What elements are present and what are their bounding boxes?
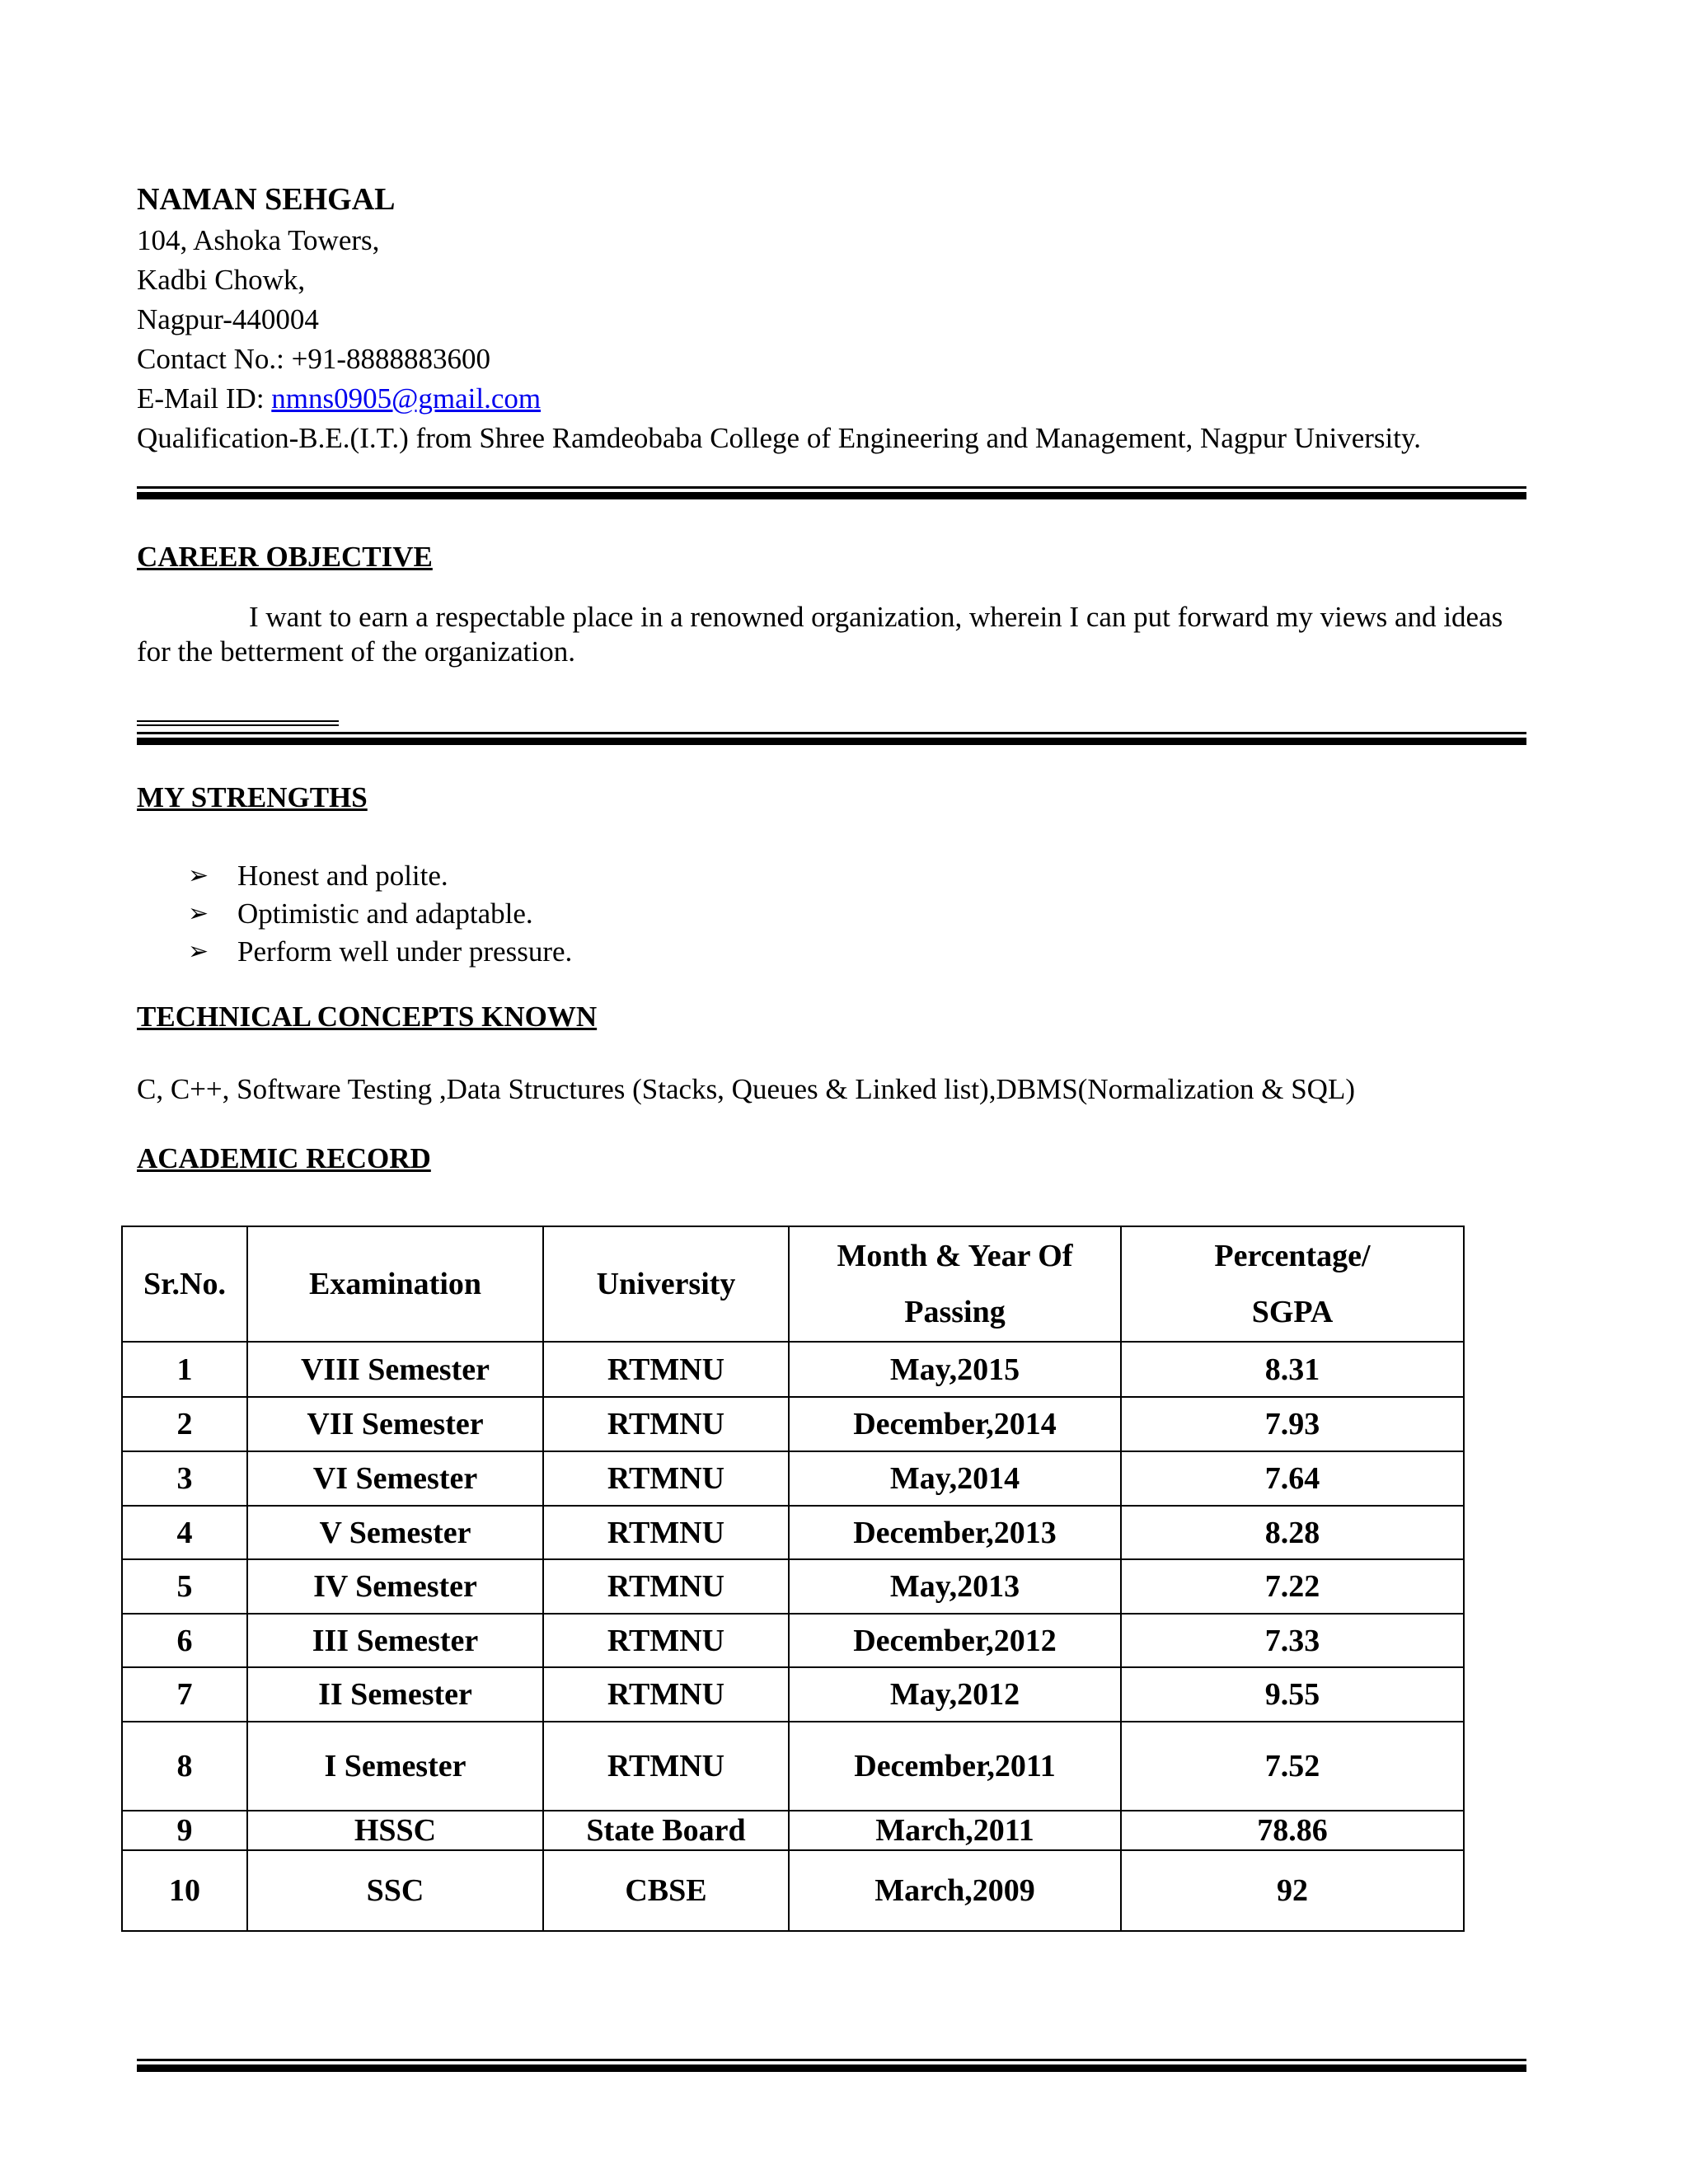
address-line-3: Nagpur-440004 [137,303,319,335]
arrowhead-bullet-icon: ➢ [188,861,209,890]
section-divider [137,732,1526,745]
section-divider [137,486,1526,499]
address-line-1: 104, Ashoka Towers, [137,224,380,256]
career-objective-text: I want to earn a respectable place in a renowned organization, wherein I can put forward my views and ideas for the betterment of the organization. [137,601,1503,668]
table-row: 9 HSSC State Board March,2011 78.86 [122,1811,1464,1850]
table-row: 10 SSC CBSE March,2009 92 [122,1850,1464,1931]
career-objective-heading: CAREER OBJECTIVE [137,541,433,573]
technical-text: C, C++, Software Testing ,Data Structures (Stacks, Queues & Linked list),DBMS(Normalization & SQL) [137,1073,1355,1105]
list-item: ➢ Perform well under pressure. [188,933,572,971]
arrowhead-bullet-icon: ➢ [188,937,209,966]
academic-heading: ACADEMIC RECORD [137,1142,431,1174]
column-header-university: University [543,1226,789,1342]
email-row [137,379,541,419]
column-header-percentage: Percentage/ SGPA [1121,1226,1464,1342]
list-item: ➢ Honest and polite. [188,857,572,895]
academic-record-table [121,1226,1465,1932]
table-row: 4 V Semester RTMNU December,2013 8.28 [122,1506,1464,1559]
short-divider [137,720,339,726]
table-row: 1 VIII Semester RTMNU May,2015 8.31 [122,1342,1464,1397]
table-row: 2 VII Semester RTMNU December,2014 7.93 [122,1397,1464,1451]
list-item: ➢ Optimistic and adaptable. [188,895,572,933]
table-row: 8 I Semester RTMNU December,2011 7.52 [122,1722,1464,1811]
contact-number: Contact No.: +91-8888883600 [137,343,491,375]
email-label: E-Mail ID: [137,382,272,415]
arrowhead-bullet-icon: ➢ [188,899,209,928]
column-header-exam: Examination [247,1226,543,1342]
table-row: 5 IV Semester RTMNU May,2013 7.22 [122,1559,1464,1614]
technical-heading: TECHNICAL CONCEPTS KNOWN [137,1001,598,1033]
strengths-list [188,857,572,971]
address-line-2: Kadbi Chowk, [137,264,306,296]
table-header-row [122,1226,1464,1342]
column-header-sr: Sr.No. [122,1226,247,1342]
candidate-name: NAMAN SEHGAL [137,182,396,217]
table-row: 3 VI Semester RTMNU May,2014 7.64 [122,1451,1464,1506]
footer-divider [137,2059,1526,2072]
table-row: 7 II Semester RTMNU May,2012 9.55 [122,1667,1464,1722]
email-link[interactable]: nmns0905@gmail.com [271,382,542,415]
qualification-line: Qualification-B.E.(I.T.) from Shree Ramdeobaba College of Engineering and Management, Nagpur University. [137,422,1421,454]
table-row: 6 III Semester RTMNU December,2012 7.33 [122,1614,1464,1667]
column-header-passing: Month & Year Of Passing [789,1226,1121,1342]
strengths-heading: MY STRENGTHS [137,781,368,813]
